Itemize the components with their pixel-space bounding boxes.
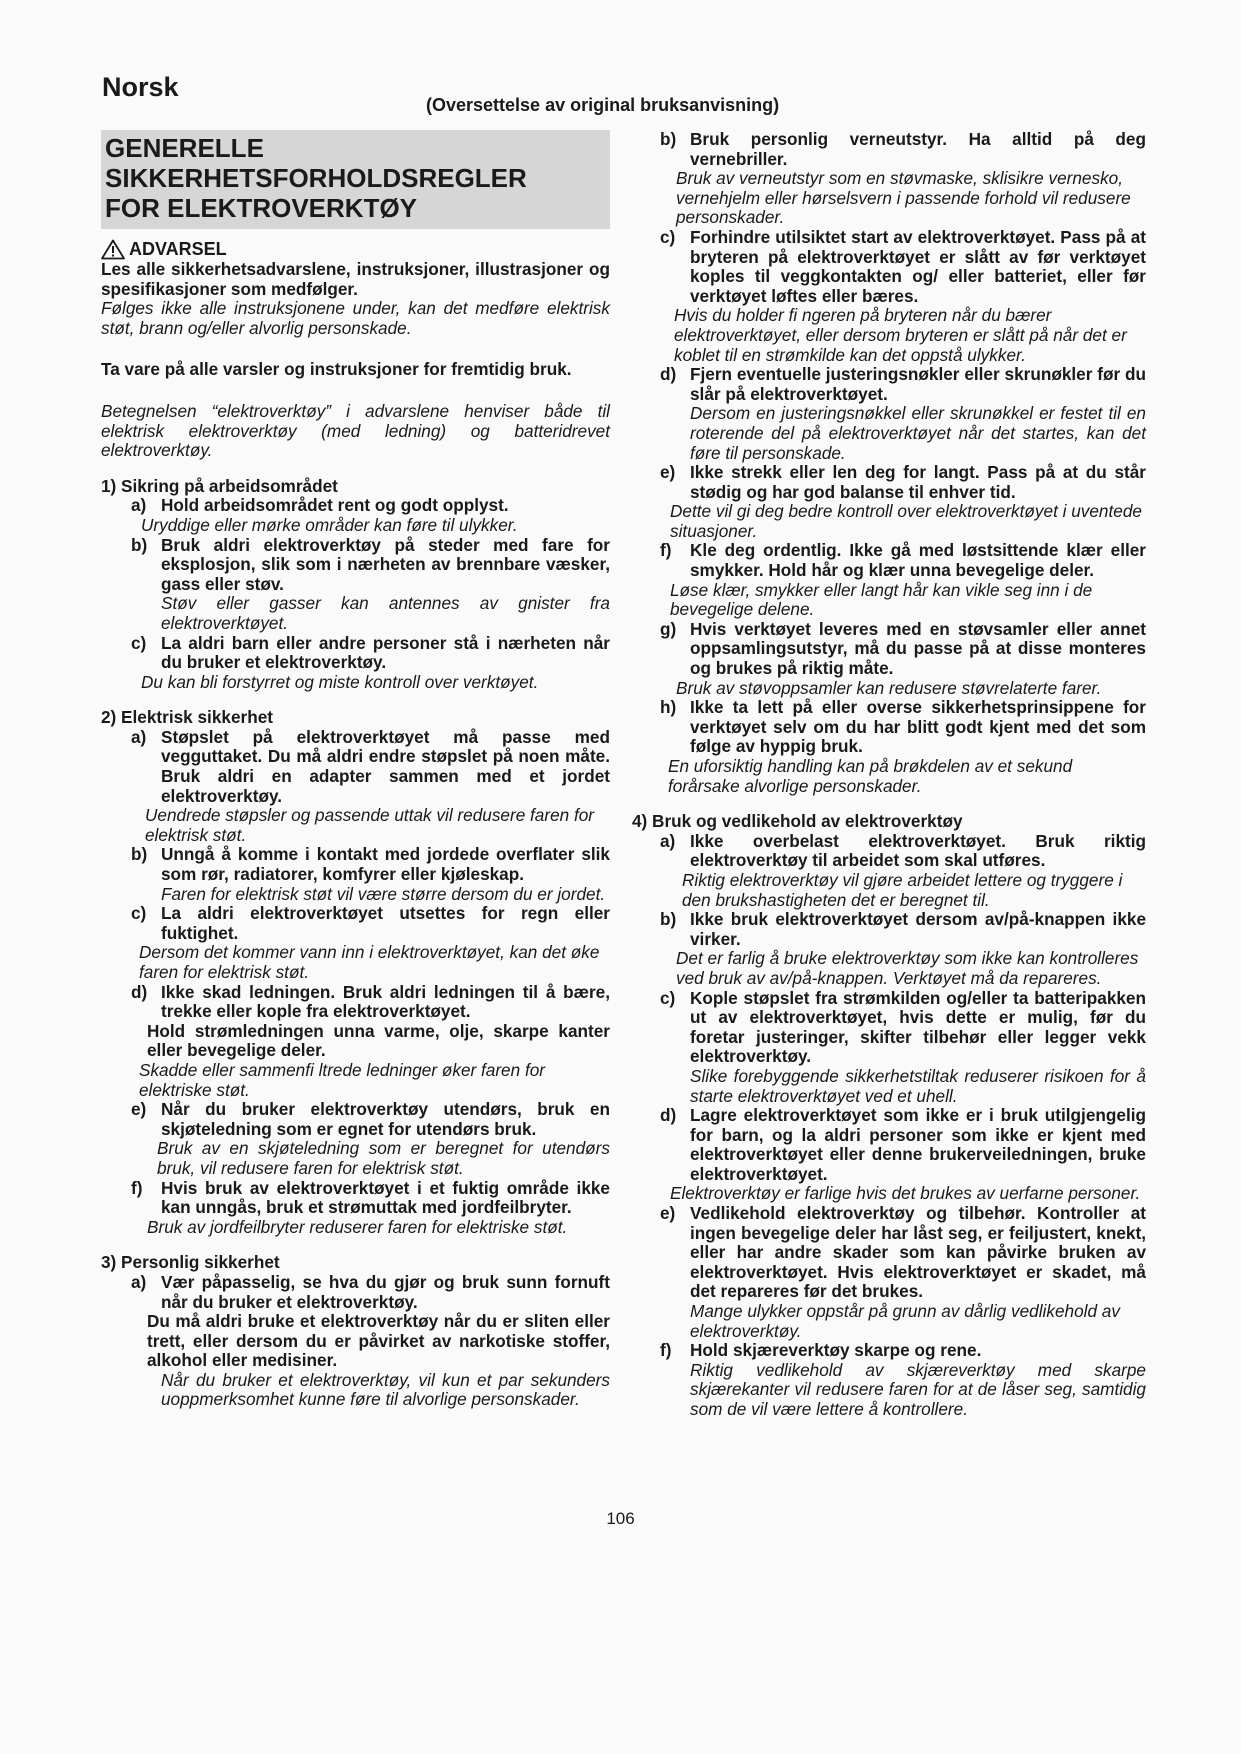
list-item [131,728,610,806]
item-label: b) [131,534,148,555]
list-item [660,832,1146,871]
list-item [660,1204,1146,1302]
item-text: Vær påpasselig, se hva du gjør og bruk sunn fornuft når du bruker et elektroverktøy. [161,1271,610,1312]
item-text: Når du bruker elektroverktøy utendørs, bruk en skjøteledning som er egnet for utendørs bruk. [161,1099,610,1139]
warning-bold-text: Les alle sikkerhetsadvarslene, instruksjoner, illustrasjoner og spesifikasjoner som medfølger. [101,259,610,299]
item-text: Bruk aldri elektroverktøy på steder med fare for eksplosjon, slik som i nærheten av brennbare væsker, gass eller støv. [161,534,610,594]
item-text: Hold arbeidsområdet rent og godt opplyst. [161,495,509,516]
item-note: Mange ulykker oppstår på grunn av dårlig vedlikehold av elektroverktøy. [690,1301,1120,1341]
title-line: GENERELLE [105,133,264,163]
list-item [660,1106,1146,1184]
page-title [101,130,610,229]
item-label: g) [660,618,677,639]
list-item [660,1341,1146,1361]
item-note: Du kan bli forstyrret og miste kontroll over verktøyet. [141,671,539,692]
item-label: d) [660,1105,677,1126]
item-label: e) [660,462,676,483]
section-1-title: 1) Sikring på arbeidsområdet [101,475,338,496]
warning-italic-text: Følges ikke alle instruksjonene under, kan det medføre elektrisk støt, brann og/eller alvorlig personskade. [101,298,610,338]
item-note: Dersom en justeringsnøkkel eller skrunøkkel er festet til en roterende del på elektroverktøyet når det startes, kan det føre til personskade. [690,403,1146,463]
warning-triangle-icon [101,239,125,260]
item-label: b) [660,909,677,930]
item-note: Bruk av støvoppsamler kan redusere støvrelaterte farer. [676,677,1102,698]
item-label: c) [131,632,147,653]
section-3-title: 3) Personlig sikkerhet [101,1252,280,1273]
list-item [660,698,1146,757]
item-text: Forhindre utilsiktet start av elektroverktøyet. Pass på at bryteren på elektroverktøyet er slått av før verktøyet koples til veggkontakten og/ eller batteriet, eller før verktøyet løftes eller bæres. [690,226,1146,306]
list-item [660,228,1146,306]
item-text: Ikke skad ledningen. Bruk aldri ledningen til å bære, trekke eller kople fra elektroverktøyet. [161,981,610,1022]
item-text: La aldri elektroverktøyet utsettes for regn eller fuktighet. [161,903,610,943]
item-label: b) [131,844,148,865]
item-text: La aldri barn eller andre personer stå i nærheten når du bruker et elektroverktøy. [161,632,610,673]
list-item [131,983,610,1022]
list-item [131,1179,610,1218]
item-label: e) [131,1099,147,1120]
item-label: f) [660,1340,672,1361]
list-item [131,496,610,516]
item-text: Unngå å komme i kontakt med jordede overflater slik som rør, radiatorer, komfyrer eller kjøleskap. [161,844,610,885]
list-item [660,463,1146,502]
item-note: Riktig vedlikehold av skjæreverktøy med skarpe skjærekanter vil redusere faren for at de låser seg, samtidig som de vil være lettere å kontrollere. [690,1359,1146,1419]
item-text: Vedlikehold elektroverktøy og tilbehør. Kontroller at ingen bevegelige deler har låst seg, er feiljustert, knekt, eller har andre skader som kan påvirke bruken av elektroverktøyet. Hvis elektroverktøyet er skadet, må det repareres før det brukes. [690,1203,1146,1302]
list-item [131,904,610,943]
item-label: h) [660,697,677,718]
item-label: a) [131,726,147,747]
item-note: En uforsiktig handling kan på brøkdelen av et sekund forårsake alvorlige personskader. [668,756,1073,796]
item-text: Hvis bruk av elektroverktøyet i et fuktig område ikke kan unngås, bruk et strømuttak med jordfeilbryter. [161,1177,610,1218]
item-note: Bruk av verneutstyr som en støvmaske, sklisikre vernesko, vernehjelm eller hørselsvern i passende forhold vil redusere personskader. [676,168,1131,228]
item-note: Det er farlig å bruke elektroverktøy som ikke kan kontrolleres ved bruk av av/på-knappen. Verktøyet må da repareres. [676,948,1139,988]
item-label: d) [660,364,677,385]
item-text: Hold skjæreverktøy skarpe og rene. [690,1340,982,1361]
item-note: Elektroverktøy er farlige hvis det brukes av uerfarne personer. [670,1183,1141,1204]
item-text: Støpslet på elektroverktøyet må passe med vegguttaket. Du må aldri endre støpslet på noen måte. Bruk aldri en adapter sammen med et jordet elektroverktøy. [161,726,610,806]
item-text: Ikke overbelast elektroverktøyet. Bruk riktig elektroverktøy til arbeidet som skal utføres. [690,830,1146,871]
item-note: Bruk av en skjøteledning som er beregnet for utendørs bruk, vil redusere faren for elektrisk støt. [157,1138,610,1178]
item-note: Uendrede støpsler og passende uttak vil redusere faren for elektrisk støt. [145,805,595,845]
item-text: Ikke bruk elektroverktøyet dersom av/på-knappen ikke virker. [690,909,1146,949]
item-note: Bruk av jordfeilbryter reduserer faren for elektriske støt. [147,1216,568,1237]
list-item [131,1100,610,1139]
list-item [131,845,610,884]
list-item [660,365,1146,404]
list-item [660,989,1146,1067]
item-label: d) [131,981,148,1002]
item-note: Løse klær, smykker eller langt hår kan vikle seg inn i de bevegelige delene. [670,579,1093,620]
item-label: c) [131,903,147,924]
item-note: Dette vil gi deg bedre kontroll over elektroverktøyet i uventede situasjoner. [670,501,1142,541]
section-4-title: 4) Bruk og vedlikehold av elektroverktøy [632,811,963,832]
item-extra-text: Du må aldri bruke et elektroverktøy når du er sliten eller trett, eller dersom du er påvirket av narkotiske stoffer, alkohol eller medisiner. [147,1311,610,1371]
item-label: f) [660,540,672,561]
item-note: Dersom det kommer vann inn i elektroverktøyet, kan det øke faren for elektrisk støt. [139,942,600,982]
item-note: Faren for elektrisk støt vil være større dersom du er jordet. [161,883,606,904]
language-heading: Norsk [102,72,179,102]
item-label: c) [660,987,676,1008]
list-item [131,634,610,673]
item-label: e) [660,1203,676,1224]
list-item [660,910,1146,949]
item-note: Uryddige eller mørke områder kan føre til ulykker. [141,514,518,535]
list-item [131,536,610,595]
item-note: Slike forebyggende sikkerhetstiltak reduserer risikoen for å starte elektroverktøyet ved et uhell. [690,1065,1146,1106]
item-note: Skadde eller sammenfi ltrede ledninger øker faren for elektriske støt. [139,1059,546,1100]
item-label: a) [131,1271,147,1292]
left-column [101,130,610,1410]
item-label: a) [660,830,676,851]
item-text: Ikke ta lett på eller overse sikkerhetsprinsippene for verktøyet selv om du har blitt godt kjent med det som følge av hyppig bruk. [690,697,1146,757]
item-label: c) [660,226,676,247]
item-text: Lagre elektroverktøyet som ikke er i bruk utilgjengelig for barn, og la aldri personer som ikke er kjent med elektroverktøyet eller denne brukerveiledningen, bruke elektroverktøyet. [690,1105,1146,1184]
list-item [660,541,1146,580]
item-text: Ikke strekk eller len deg for langt. Pass på at du står stødig og har god balanse til enhver tid. [690,462,1146,502]
item-text: Fjern eventuelle justeringsnøkler eller skrunøkler før du slår på elektroverktøyet. [690,364,1146,404]
list-item [660,620,1146,679]
item-note: Støv eller gasser kan antennes av gnister fra elektroverktøyet. [161,593,610,633]
item-note: Hvis du holder fi ngeren på bryteren når du bærer elektroverktøyet, eller dersom bryteren er slått på når det er koblet til en strømkilde kan det oppstå ulykker. [674,305,1127,365]
item-note: Når du bruker et elektroverktøy, vil kun et par sekunders uoppmerksomhet kunne føre til alvorlige personskader. [161,1369,610,1410]
item-extra-text: Hold strømledningen unna varme, olje, skarpe kanter eller bevegelige deler. [147,1020,610,1061]
keep-instructions-text: Ta vare på alle varsler og instruksjoner for fremtidig bruk. [101,359,572,380]
right-column [632,130,1146,1420]
title-line: FOR ELEKTROVERKTØY [105,193,418,223]
section-2-title: 2) Elektrisk sikkerhet [101,707,273,728]
item-text: Bruk personlig verneutstyr. Ha alltid på deg vernebriller. [690,129,1146,169]
item-label: b) [660,129,677,149]
definition-text: Betegnelsen “elektroverktøy” i advarslene henviser både til elektrisk elektroverktøy (med ledning) og batteridrevet elektroverktøy. [101,400,610,461]
warning-label: ADVARSEL [129,238,227,259]
item-text: Hvis verktøyet leveres med en støvsamler eller annet oppsamlingsutstyr, må du passe på at disse monteres og brukes på riktig måte. [690,618,1146,679]
title-line: SIKKERHETSFORHOLDSREGLER [105,163,527,193]
translation-subtitle: (Oversettelse av original bruksanvisning) [426,95,780,115]
item-label: a) [131,495,147,516]
warning-heading [101,239,610,260]
list-item [131,1273,610,1312]
item-text: Kle deg ordentlig. Ikke gå med løstsittende klær eller smykker. Hold hår og klær unna bevegelige deler. [690,540,1146,581]
list-item [660,130,1146,169]
item-label: f) [131,1177,143,1198]
page-number: 106 [606,1509,635,1528]
item-text: Kople støpslet fra strømkilden og/eller ta batteripakken ut av elektroverktøyet, hvis dette er mulig, før du foretar justeringer, skifter tilbehør eller legger vekk elektroverktøy. [690,987,1146,1067]
item-note: Riktig elektroverktøy vil gjøre arbeidet lettere og tryggere i den brukshastigheten det er beregnet til. [682,869,1123,910]
